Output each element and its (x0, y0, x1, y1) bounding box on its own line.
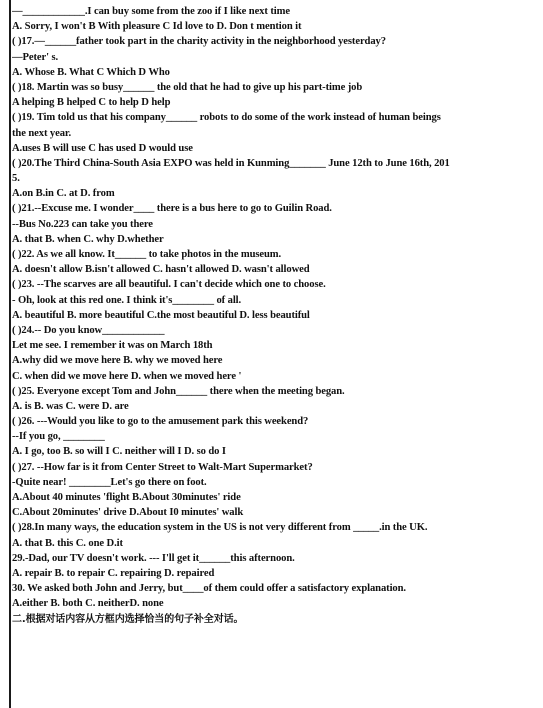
options-24: A.why did we move here B. why we moved here (12, 355, 223, 367)
options-23: A. beautiful B. more beautiful C.the most beautiful D. less beautiful (12, 309, 310, 321)
question-25: ( )25. Everyone except Tom and John______ there when the meeting began. (12, 385, 345, 397)
question-28: ( )28.In many ways, the education system in the US is not very different from _____.in the UK. (12, 522, 428, 534)
text-line: --Bus No.223 can take you there (12, 218, 153, 230)
section-heading: 二.根据对话内容从方框内选择恰当的句子补全对话。 (12, 613, 244, 625)
text-line: Let me see. I remember it was on March 18th (12, 340, 213, 352)
question-26: ( )26. ---Would you like to go to the amusement park this weekend? (12, 416, 309, 428)
question-19: ( )19. Tim told us that his company______ robots to do some of the work instead of human beings (12, 112, 441, 124)
options-27: A.About 40 minutes 'flight B.About 30minutes' ride (12, 492, 241, 503)
text-line: A. Sorry, I won't B With pleasure C Id love to D. Don t mention it (12, 21, 302, 33)
text-line: --If you go, ________ (12, 431, 105, 443)
question-29: 29.-Dad, our TV doesn't work. --- I'll get it______this afternoon. (12, 552, 295, 564)
question-24: ( )24.-- Do you know____________ (12, 324, 165, 336)
text-line: —____________.I can buy some from the zoo if I like next time (12, 6, 290, 17)
question-21: ( )21.--Excuse me. I wonder____ there is a bus here to go to Guilin Road. (12, 203, 332, 215)
text-line: - Oh, look at this red one. I think it's________ of all. (12, 294, 242, 306)
options-21: A. that B. when C. why D.whether (12, 233, 164, 245)
exam-text-body (12, 4, 540, 627)
options-25: A. is B. was C. were D. are (12, 400, 129, 412)
options-30: A.either B. both C. neitherD. none (12, 598, 164, 610)
options-18: A helping B helped C to help D help (12, 97, 171, 109)
options-28: A. that B. this C. one D.it (12, 537, 123, 549)
options-29: A. repair B. to repair C. repairing D. repaired (12, 567, 215, 579)
options-26: A. I go, too B. so will I C. neither will I D. so do I (12, 446, 226, 458)
question-17: ( )17.—______father took part in the charity activity in the neighborhood yesterday? (12, 36, 386, 48)
options-17: A. Whose B. What C Which D Who (12, 66, 170, 78)
options-20: A.on B.in C. at D. from (12, 188, 115, 200)
text-line: -Quite near! ________Let's go there on foot. (12, 476, 207, 488)
left-margin-rule (9, 0, 11, 708)
question-30: 30. We asked both John and Jerry, but____of them could offer a satisfactory explanation. (12, 583, 406, 595)
options-22: A. doesn't allow B.isn't allowed C. hasn't allowed D. wasn't allowed (12, 264, 310, 276)
question-18: ( )18. Martin was so busy______ the old that he had to give up his part-time job (12, 81, 363, 93)
question-20: ( )20.The Third China-South Asia EXPO was held in Kunming_______ June 12th to June 16th, 201 (12, 157, 450, 169)
question-23: ( )23. --The scarves are all beautiful. I can't decide which one to choose. (12, 279, 326, 291)
text-line: 5. (12, 173, 20, 185)
options-19: A.uses B will use C has used D would use (12, 142, 193, 154)
options-27: C.About 20minutes' drive D.About I0 minutes' walk (12, 507, 244, 519)
text-line: —Peter' s. (12, 51, 59, 63)
text-line: the next year. (12, 127, 72, 139)
options-24: C. when did we move here D. when we moved here ' (12, 370, 242, 382)
question-22: ( )22. As we all know. It______ to take photos in the museum. (12, 249, 282, 260)
question-27: ( )27. --How far is it from Center Street to Walt-Mart Supermarket? (12, 461, 313, 473)
